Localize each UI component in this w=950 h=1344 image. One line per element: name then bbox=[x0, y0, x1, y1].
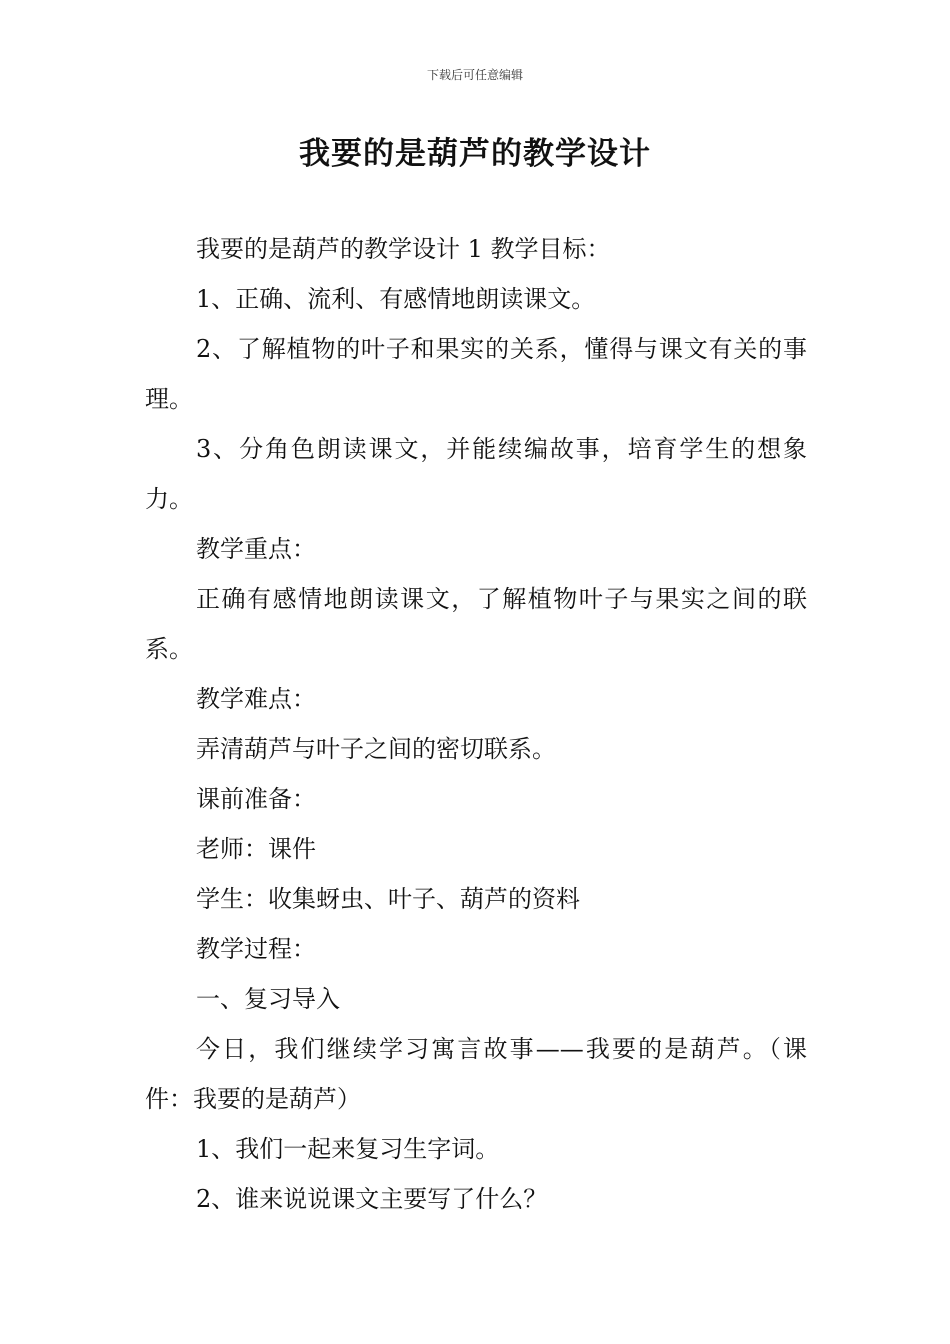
paragraph: 一、复习导入 bbox=[196, 985, 340, 1013]
header-note: 下载后可任意编辑 bbox=[426, 68, 523, 82]
paragraph: 教学重点： bbox=[196, 535, 316, 563]
paragraph: 2、了解植物的叶子和果实的关系，懂得与课文有关的事理。 bbox=[145, 335, 807, 413]
document-title: 我要的是葫芦的教学设计 bbox=[299, 136, 651, 172]
paragraph: 学生：收集蚜虫、叶子、葫芦的资料 bbox=[196, 885, 580, 913]
paragraph: 弄清葫芦与叶子之间的密切联系。 bbox=[196, 735, 556, 763]
paragraph: 老师：课件 bbox=[196, 835, 316, 863]
paragraph: 3、分角色朗读课文，并能续编故事，培育学生的想象力。 bbox=[145, 435, 807, 513]
paragraph: 1、我们一起来复习生字词。 bbox=[196, 1135, 500, 1163]
paragraph: 教学过程： bbox=[196, 935, 316, 963]
paragraph: 2、谁来说说课文主要写了什么？ bbox=[196, 1185, 548, 1213]
paragraph: 课前准备： bbox=[196, 785, 316, 813]
paragraph: 1、正确、流利、有感情地朗读课文。 bbox=[196, 285, 596, 313]
paragraph: 我要的是葫芦的教学设计 1 教学目标： bbox=[196, 235, 611, 263]
document-body bbox=[145, 224, 807, 1224]
paragraph: 教学难点： bbox=[196, 685, 316, 713]
paragraph: 今日，我们继续学习寓言故事——我要的是葫芦。（课件：我要的是葫芦） bbox=[145, 1035, 807, 1113]
paragraph: 正确有感情地朗读课文，了解植物叶子与果实之间的联系。 bbox=[145, 585, 807, 663]
